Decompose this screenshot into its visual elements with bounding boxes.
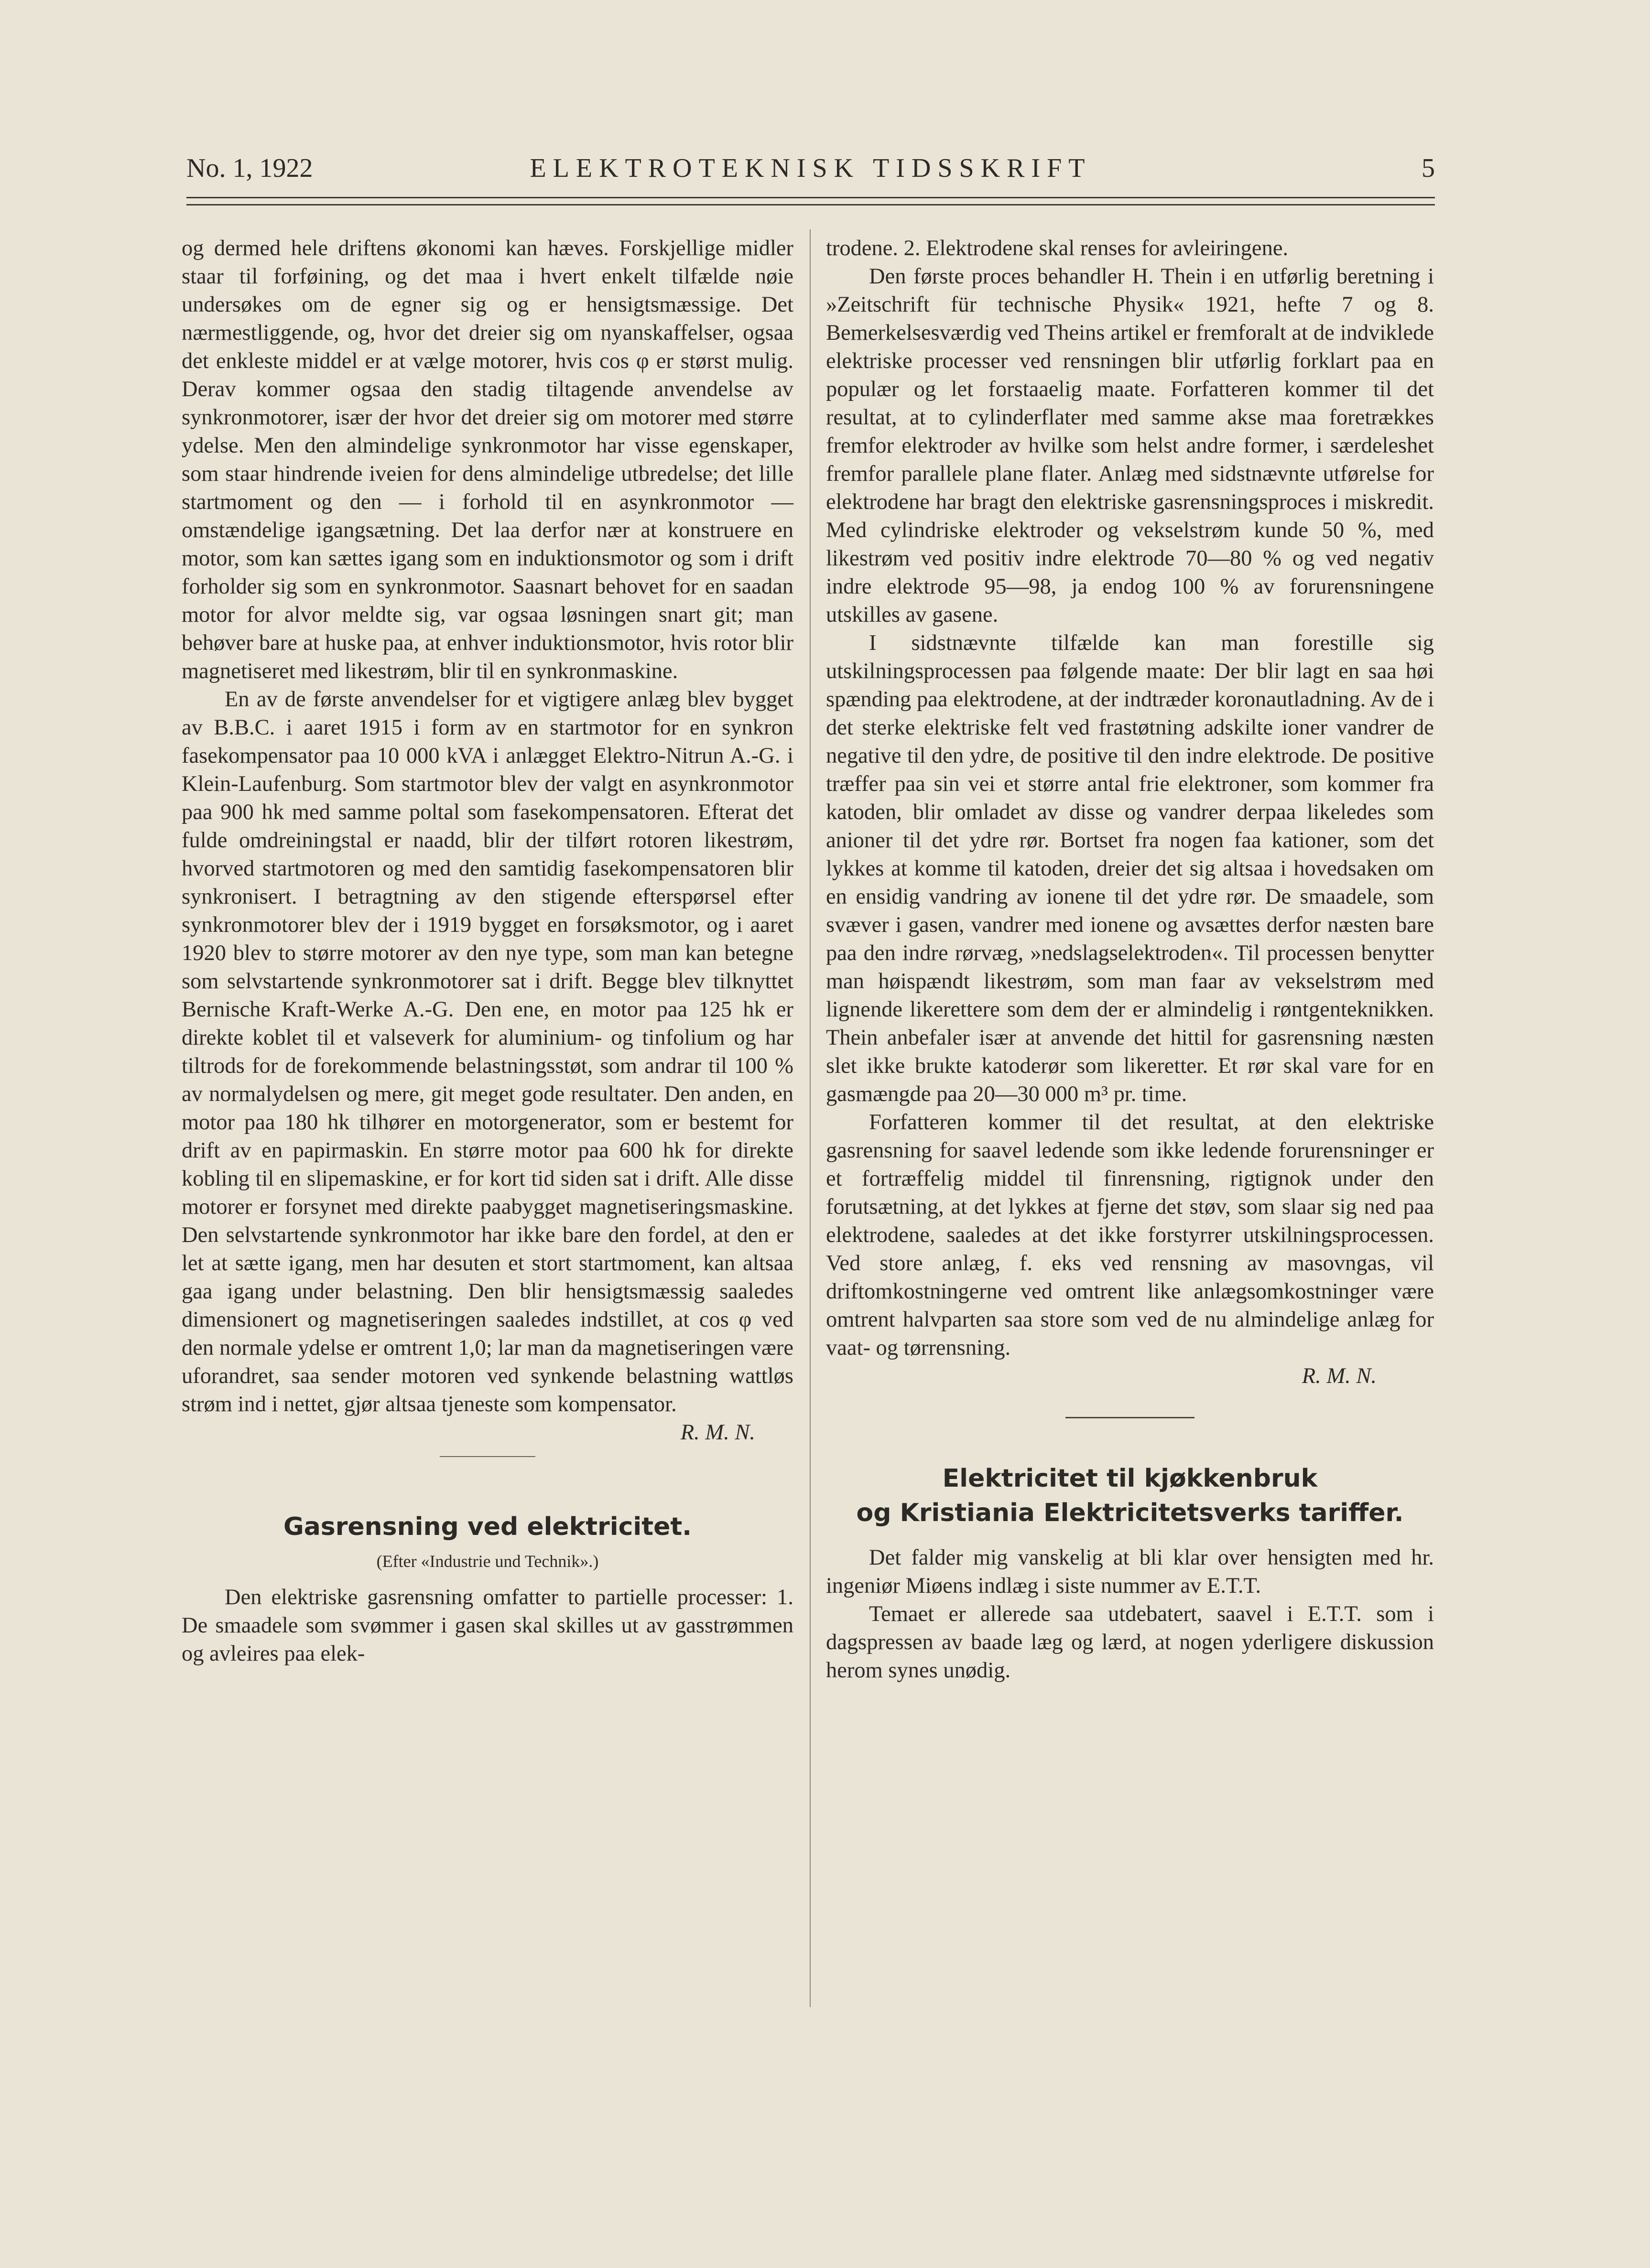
right-paragraph-2: Den første proces behandler H. Thein i en utførlig beretning i »Zeitschrift für technische Physik« 1921, hefte 7 og 8. Bemerkelsesværdig ved Theins artikel er fremforalt at de indviklede elektriske processer ved rensningen blir utførlig forklart paa en populær og let forstaaelig maate. Forfatteren kommer til det resultat, at to cylinderflater med samme akse maa foretrækkes fremfor elektroder av hvilke som helst andre former, i særdeleshet fremfor parallele plane flater. Anlæg med sidstnævnte utførelse for elektrodene har bragt den elektriske gasrensningsproces i miskredit. Med cylindriske elektroder og vekselstrøm kunde 50 %, med likestrøm ved positiv indre elektrode 70—80 % og ved negativ indre elektrode 95—98, ja endog 100 % av forurensningene utskilles av gasene.	[826, 264, 1434, 627]
right-paragraph-4: Forfatteren kommer til det resultat, at den elektriske gasrensning for saavel ledende som ikke ledende forurensninger er et fortræffelig middel til finrensning, rigtignok under den forutsætning, at det lykkes at fjerne det støv, som slaar sig ned paa elektrodene, saaledes at det ikke forstyrrer utskilningsprocessen. Ved store anlæg, f. eks ved rensning av masovngas, vil driftomkostningerne ved omtrent like anlægsomkostninger være omtrent halvparten saa store som ved de nu almindelige anlæg for vaat- og tørrensning.	[826, 1110, 1434, 1360]
right-article3-paragraph-2: Temaet er allerede saa utdebatert, saavel i E.T.T. som i dagspressen av baade læg og lærd, at nogen yderligere diskussion herom synes unødig.	[826, 1602, 1434, 1683]
page-number: 5	[1422, 153, 1435, 183]
header-double-rule	[186, 197, 1435, 205]
left-paragraph-2: En av de første anvendelser for et vigtigere anlæg blev bygget av B.B.C. i aaret 1915 i form av en startmotor for en synkron fasekompensator paa 10 000 kVA i anlægget Elektro-Nitrun A.-G. i Klein-Laufenburg. Som startmotor blev der valgt en asynkronmotor paa 900 hk med samme poltal som fasekompensatoren. Efterat det fulde omdreiningstal er naadd, blir der tilført rotoren likestrøm, hvorved startmotoren og med den samtidig fasekompensatoren blir synkronisert. I betragtning av den stigende efterspørsel efter synkronmotorer blev der i 1919 bygget en forsøksmotor, og i aaret 1920 blev to større motorer av den nye type, som man kan betegne som selvstartende synkronmotorer sat i drift. Begge blev tilknyttet Bernische Kraft-Werke A.-G. Den ene, en motor paa 125 hk er direkte koblet til et valseverk for aluminium- og tinfolium og har tiltrods for de forekommende belastningsstøt, som andrar til 100 % av normalydelsen og mere, git meget gode resultater. Den anden, en motor paa 180 hk tilhører en motorgenerator, som er bestemt for drift av en papirmaskin. En større motor paa 600 hk for direkte kobling til en slipemaskine, er for kort tid siden sat i drift. Alle disse motorer er forsynet med direkte paabygget magnetiseringsmaskine. Den selvstartende synkronmotor har ikke bare den fordel, at den er let at sætte igang, men har desuten et stort startmoment, kan altsaa gaa igang under belastning. Den blir hensigtsmæssig saaledes dimensionert og magnetiseringen saaledes indstillet, at cos φ ved den normale ydelse er omtrent 1,0; lar man da magnetiseringen være uforandret, saa sender motoren ved synkende belastning wattløs strøm ind i nettet, gjør altsaa tjeneste som kompensator.	[182, 687, 793, 1416]
right-signature: R. M. N.	[1302, 1364, 1377, 1388]
article-title-kjokkenbruk-line2: og Kristiania Elektricitetsverks tariffer.	[856, 1499, 1404, 1527]
issue-label: No. 1, 1922	[186, 153, 313, 183]
article-title-kjokkenbruk-line1: Elektricitet til kjøkkenbruk	[942, 1464, 1318, 1493]
right-paragraph-1: trodene. 2. Elektrodene skal renses for avleiringene.	[826, 236, 1289, 260]
right-column	[826, 234, 1434, 1685]
page-header	[186, 153, 1435, 191]
article-subtitle-gasrensning: (Efter «Industrie und Technik».)	[376, 1552, 599, 1571]
left-article2-paragraph-1: Den elektriske gasrensning omfatter to partielle processer: 1. De smaadele som svømmer i gasen skal skilles ut av gasstrømmen og avleires paa elek-	[182, 1585, 793, 1666]
journal-title: ELEKTROTEKNISK TIDSSKRIFT	[530, 153, 1092, 183]
left-paragraph-1: og dermed hele driftens økonomi kan hæves. Forskjellige midler staar til forføining, og det maa i hvert enkelt tilfælde nøie undersøkes om de egner sig og er hensigtsmæssige. Det nærmestliggende, og, hvor det dreier sig om nyanskaffelser, ogsaa det enkleste middel er at vælge motorer, hvis cos φ er størst mulig. Derav kommer ogsaa den stadig tiltagende anvendelse av synkronmotorer, især der hvor det dreier sig om motorer med større ydelse. Men den almindelige synkronmotor har visse egenskaper, som staar hindrende iveien for dens almindelige utbredelse; det lille startmoment og den — i forhold til en asynkronmotor — omstændelige igangsætning. Det laa derfor nær at konstruere en motor, som kan sættes igang som en induktionsmotor og som i drift forholder sig som en synkronmotor. Saasnart behovet for en saadan motor for alvor meldte sig, var ogsaa løsningen snart git; man behøver bare at huske paa, at enhver induktionsmotor, hvis rotor blir magnetiseret med likestrøm, blir til en synkronmaskine.	[182, 236, 793, 683]
right-article3-paragraph-1: Det falder mig vanskelig at bli klar over hensigten med hr. ingeniør Miøens indlæg i siste nummer av E.T.T.	[826, 1545, 1434, 1598]
article-title-gasrensning: Gasrensning ved elektricitet.	[283, 1512, 692, 1541]
left-spacer	[182, 1457, 793, 1510]
right-paragraph-3: I sidstnævnte tilfælde kan man forestille sig utskilningsprocessen paa følgende maate: Der blir lagt en saa høi spænding paa elektrodene, at der indtræder koronautladning. Av de i det sterke elektriske felt ved frastøtning adskilte ioner vandrer de negative til den ydre, de positive til den indre elektrode. De positive træffer paa sin vei et større antal frie elektroner, som kommer fra katoden, blir omladet av disse og vandrer derpaa likeledes som anioner til det ydre rør. Bortset fra nogen faa kationer, som det lykkes at komme til katoden, dreier det sig altsaa i hovedsaken om en ensidig vandring av ionene til det ydre rør. De smaadele, som svæver i gasen, vandrer med ionene og avsættes derfor næsten bare paa den indre rørvæg, »nedslagselektroden«. Til processen benytter man høispændt likestrøm, som man faar av vekselstrøm med lignende likerettere som dem der er almindelig i røntgenteknikken. Thein anbefaler især at anvende det hittil for gasrensning næsten slet ikke brukte katoderør som likeretter. Et rør skal vare for en gasmængde paa 20—30 000 m³ pr. time.	[826, 631, 1434, 1106]
column-divider	[810, 229, 811, 2007]
left-column	[182, 234, 793, 1668]
left-signature: R. M. N.	[680, 1420, 755, 1445]
right-divider-rule	[1065, 1417, 1194, 1418]
